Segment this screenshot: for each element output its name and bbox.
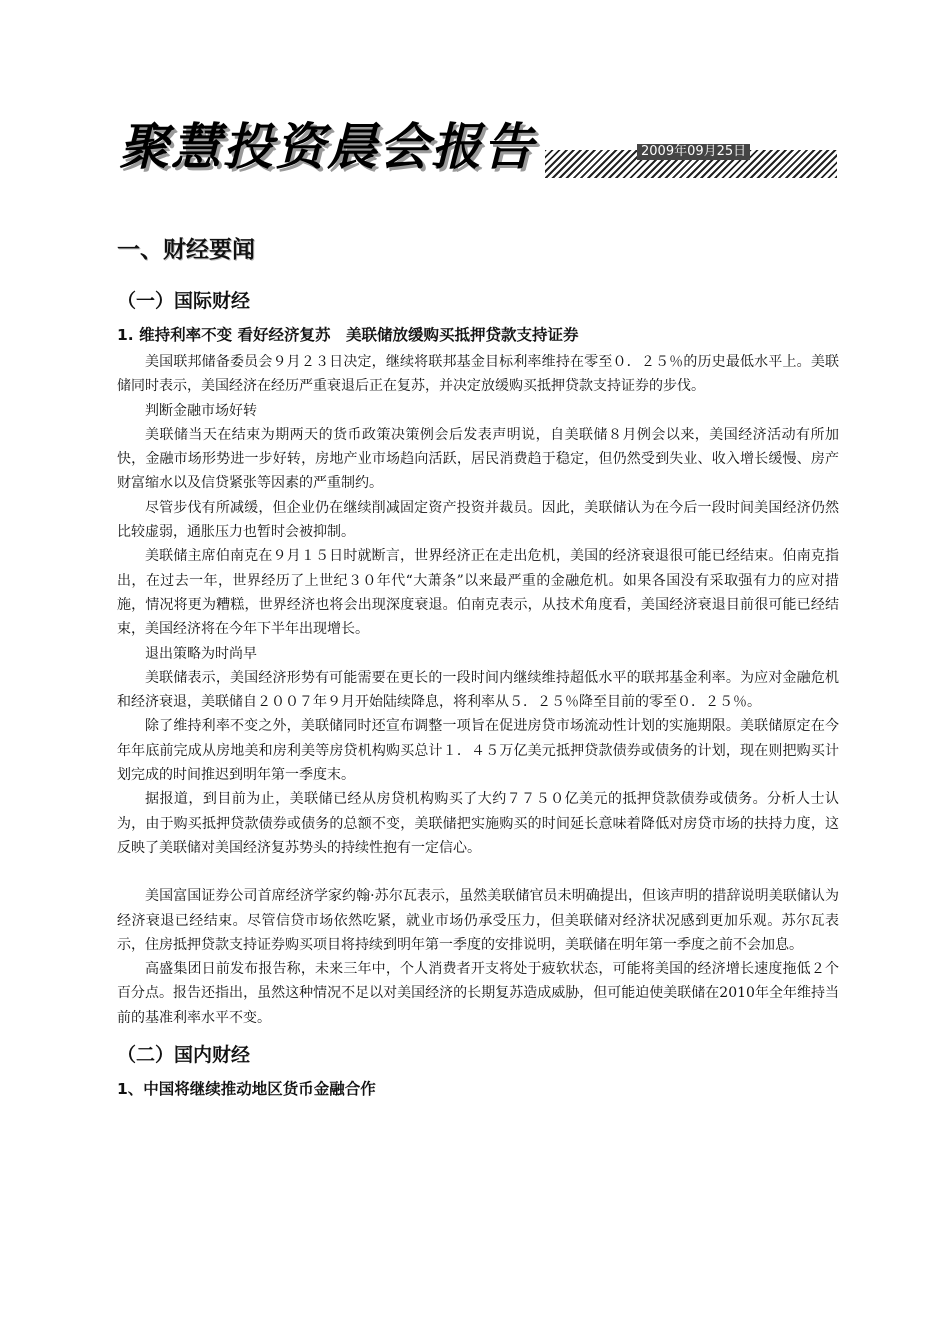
report-body: [117, 228, 839, 1104]
section-heading-financial-news: 一、财经要闻: [117, 237, 255, 263]
article-title-fed-rates: 1. 维持利率不变 看好经济复苏 美联储放缓购买抵押贷款支持证券: [117, 326, 579, 344]
article-paragraph: 高盛集团日前发布报告称，未来三年中，个人消费者开支将处于疲软状态，可能将美国的经济增长速度拖低２个百分点。报告还指出，虽然这种情况不足以对美国经济的长期复苏造成威胁，但可能迫使美联储在2010年全年维持当前的基准利率水平不变。: [117, 961, 839, 1026]
article-paragraph: 据报道，到目前为止，美联储已经从房贷机构购买了大约７７５０亿美元的抵押贷款债券或债务。分析人士认为，由于购买抵押贷款债券或债务的总额不变，美联储把实施购买的时间延长意味着降低对房贷市场的扶持力度，这反映了美联储对美国经济复苏势头的持续性抱有一定信心。: [117, 791, 839, 856]
subsection-heading-domestic: （二）国内财经: [117, 1044, 251, 1067]
article-title-regional-finance: 1、中国将继续推动地区货币金融合作: [117, 1080, 376, 1099]
subsection-heading-international: （一）国际财经: [117, 290, 251, 312]
article-paragraph: 尽管步伐有所减缓，但企业仍在继续削减固定资产投资并裁员。因此，美联储认为在今后一段时间美国经济仍然比较虚弱，通胀压力也暂时会被抑制。: [117, 499, 839, 541]
article-paragraph: 除了维持利率不变之外，美联储同时还宣布调整一项旨在促进房贷市场流动性计划的实施期限。美联储原定在今年年底前完成从房地美和房利美等房贷机构购买总计１．４５万亿美元抵押贷款债券或债务的计划，现在则把购买计划完成的时间推迟到明年第一季度末。: [117, 718, 839, 784]
article-paragraph: 美联储主席伯南克在９月１５日时就断言，世界经济正在走出危机，美国的经济衰退很可能已经结束。伯南克指出，在过去一年，世界经历了上世纪３０年代“大萧条”以来最严重的金融危机。如果各国没有采取强有力的应对措施，情况将更为糟糕，世界经济也将会出现深度衰退。伯南克表示，从技术角度看，美国经济衰退目前很可能已经结束，美国经济将在今年下半年出现增长。: [117, 548, 839, 638]
report-date: 2009年09月25日: [637, 144, 750, 160]
report-header: [117, 110, 837, 182]
paragraph-gap: [117, 860, 839, 884]
article-paragraph: 美联储表示，美国经济形势有可能需要在更长的一段时间内继续维持超低水平的联邦基金利率。为应对金融危机和经济衰退，美联储自２００７年９月开始陆续降息，将利率从５．２５％降至目前的零至０．２５％。: [117, 669, 839, 711]
article-paragraph: 美国联邦储备委员会９月２３日决定，继续将联邦基金目标利率维持在零至０．２５％的历史最低水平上。美联储同时表示，美国经济在经历严重衰退后正在复苏，并决定放缓购买抵押贷款支持证券的步伐。: [117, 354, 839, 395]
article-subheading: 判断金融市场好转: [145, 402, 257, 419]
article-paragraph: 美联储当天在结束为期两天的货币政策决策例会后发表声明说，自美联储８月例会以来，美国经济活动有所加快，金融市场形势进一步好转，房地产业市场趋向活跃，居民消费趋于稳定，但仍然受到失业、收入增长缓慢、房产财富缩水以及信贷紧张等因素的严重制约。: [117, 426, 839, 492]
article-subheading: 退出策略为时尚早: [145, 645, 257, 662]
report-title: 聚慧投资晨会报告: [117, 116, 545, 178]
article-paragraph: 美国富国证券公司首席经济学家约翰·苏尔瓦表示，虽然美联储官员未明确提出，但该声明的措辞说明美联储认为经济衰退已经结束。尽管信贷市场依然吃紧，就业市场仍承受压力，但美联储对经济状况感到更加乐观。苏尔瓦表示，住房抵押贷款支持证券购买项目将持续到明年第一季度的安排说明，美联储在明年第一季度之前不会加息。: [117, 888, 839, 953]
